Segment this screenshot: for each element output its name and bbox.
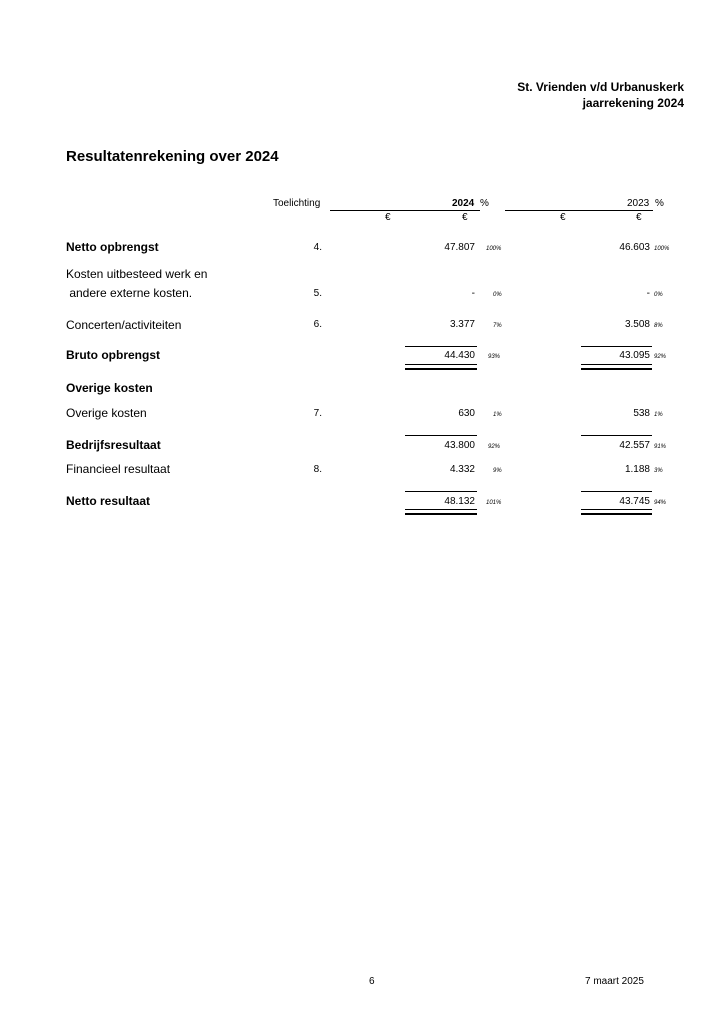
value-current: 48.132	[444, 496, 475, 507]
pct-prior: 94%	[654, 500, 667, 506]
subtotal-rule-prior	[581, 346, 652, 347]
value-current: 3.377	[449, 319, 475, 330]
pct-prior: 1%	[654, 412, 663, 418]
pct-prior: 100%	[654, 246, 670, 252]
pct-current: 100%	[486, 246, 502, 252]
value-prior: 538	[633, 408, 650, 419]
value-prior: 3.508	[624, 319, 650, 330]
value-prior: 43.095	[619, 350, 650, 361]
header-rule-prior	[505, 210, 653, 211]
total-double-rule-current	[405, 364, 477, 370]
pct-current: 101%	[486, 500, 502, 506]
value-current: 47.807	[444, 242, 475, 253]
value-current: 630	[458, 408, 475, 419]
subtotal-rule-current	[405, 346, 477, 347]
pct-prior: 8%	[654, 323, 663, 329]
subtotal-rule-prior	[581, 491, 652, 492]
value-prior: -	[646, 288, 650, 299]
value-prior: 1.188	[624, 464, 650, 475]
toelichting-header: Toelichting	[273, 198, 321, 209]
pct-current: 0%	[493, 292, 502, 298]
pct-prior: 0%	[654, 292, 663, 298]
pct-prior: 3%	[654, 468, 663, 474]
pct-prior: 92%	[654, 354, 667, 360]
page-number: 6	[369, 976, 375, 987]
row-note: 6.	[313, 319, 322, 330]
page-title: Resultatenrekening over 2024	[66, 148, 279, 165]
row-label: Bruto opbrengst	[66, 348, 160, 362]
currency-symbol: €	[636, 212, 642, 223]
header-rule-current	[330, 210, 480, 211]
value-current: 44.430	[444, 350, 475, 361]
currency-symbol: €	[385, 212, 391, 223]
pct-current: 93%	[488, 354, 501, 360]
section-heading: Overige kosten	[66, 381, 153, 395]
value-prior: 43.745	[619, 496, 650, 507]
pct-current: 1%	[493, 412, 502, 418]
row-label: Financieel resultaat	[66, 462, 171, 476]
value-current: 4.332	[449, 464, 475, 475]
total-double-rule-current	[405, 509, 477, 515]
pct-current: 9%	[493, 468, 502, 474]
value-prior: 42.557	[619, 440, 650, 451]
total-double-rule-prior	[581, 364, 652, 370]
pct-header-current: %	[480, 198, 489, 209]
row-label: Netto resultaat	[66, 494, 151, 508]
total-double-rule-prior	[581, 509, 652, 515]
row-label: Bedrijfsresultaat	[66, 438, 161, 452]
year-prior-header: 2023	[627, 198, 650, 209]
document-date: 7 maart 2025	[585, 976, 644, 987]
subtotal-rule-current	[405, 435, 477, 436]
currency-symbol: €	[462, 212, 468, 223]
currency-symbol: €	[560, 212, 566, 223]
row-label: Overige kosten	[66, 406, 147, 420]
pct-header-prior: %	[655, 198, 664, 209]
row-label: Concerten/activiteiten	[66, 318, 182, 332]
row-note: 4.	[313, 242, 322, 253]
pct-current: 7%	[493, 323, 502, 329]
report-subtitle: jaarrekening 2024	[582, 96, 684, 110]
pct-prior: 91%	[654, 444, 667, 450]
value-current: -	[471, 288, 475, 299]
subtotal-rule-current	[405, 491, 477, 492]
pct-current: 92%	[488, 444, 501, 450]
row-note: 7.	[313, 408, 322, 419]
organization-name: St. Vrienden v/d Urbanuskerk	[517, 80, 684, 94]
value-prior: 46.603	[619, 242, 650, 253]
row-note: 8.	[313, 464, 322, 475]
year-current-header: 2024	[452, 198, 475, 209]
row-label: Netto opbrengst	[66, 240, 159, 254]
row-label-line1: Kosten uitbesteed werk en	[66, 267, 208, 281]
value-current: 43.800	[444, 440, 475, 451]
row-label-line2: andere externe kosten.	[66, 286, 193, 300]
row-note: 5.	[313, 288, 322, 299]
subtotal-rule-prior	[581, 435, 652, 436]
